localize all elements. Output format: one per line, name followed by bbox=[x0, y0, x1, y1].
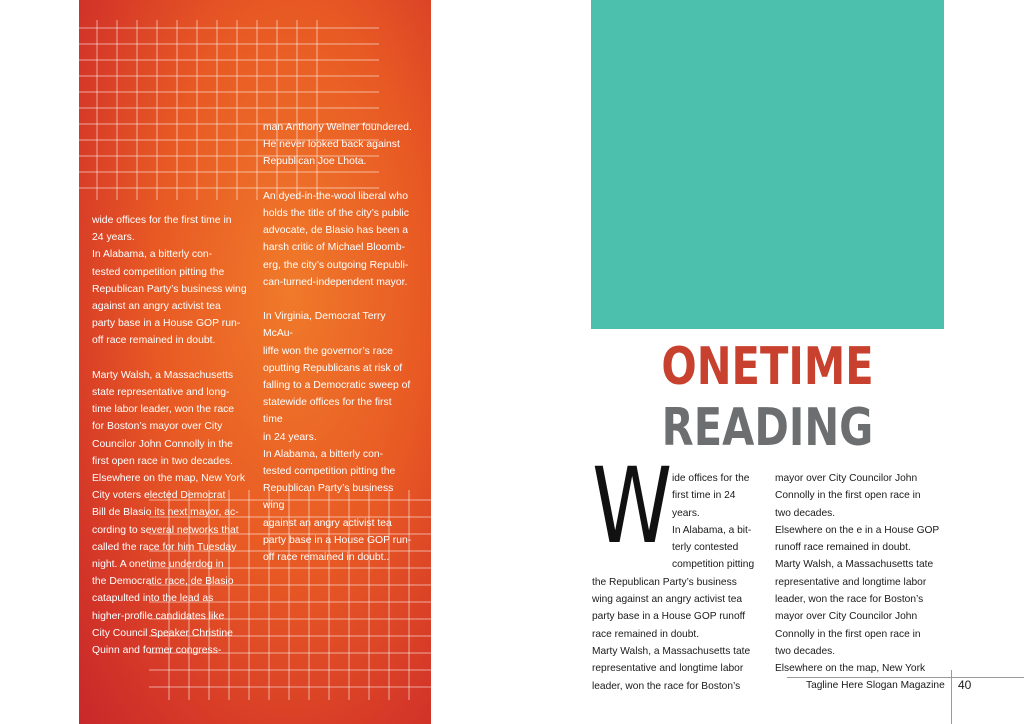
right-column-c bbox=[592, 470, 764, 695]
headline-line-2: READING bbox=[661, 398, 874, 458]
teal-image-block bbox=[591, 0, 944, 329]
left-gradient-panel bbox=[79, 0, 431, 724]
paragraph: the Republican Party’s business wing against an angry activist tea party base in a House GOP runoff race remained in doubt. Marty Walsh, a Massachusetts tate representative and longtime labor leader, won the race for Boston’s bbox=[592, 576, 751, 692]
page-number: 40 bbox=[958, 678, 972, 692]
paragraph: ide offices for the first time in 24 years. In Alabama, a bit- terly contested competition pitting bbox=[672, 473, 755, 571]
footer-divider bbox=[951, 670, 952, 724]
footer-rule bbox=[787, 677, 1024, 678]
paragraph: man Anthony Weiner foundered. He never looked back against Republican Joe Lhota. bbox=[263, 122, 412, 168]
paragraph: mayor over City Councilor John Connolly in the first open race in two decades. Elsewhere on the e in a House GOP runoff race remained in doubt. Marty Walsh, a Massachusetts tate representative and longtime labor leader, won the race for Boston’s mayor over City Councilor John Connolly in the first open race in two decades. Elsewhere on the map, New York bbox=[775, 473, 940, 675]
headline-line-1: ONETIME bbox=[661, 337, 874, 397]
right-column-d bbox=[775, 470, 945, 678]
left-column-b bbox=[263, 119, 413, 566]
paragraph: An dyed-in-the-wool liberal who holds the title of the city’s public advocate, de Blasio has been a harsh critic of Michael Bloomb- erg, the city’s outgoing Republi- can-turned-independent mayor. bbox=[263, 190, 409, 288]
left-column-a bbox=[92, 212, 252, 659]
paragraph: wide offices for the first time in 24 years. In Alabama, a bitterly con- tested competition pitting the Republican Party’s business wing against an angry activist tea party base in a House GOP run- off race remained in doubt. bbox=[92, 215, 247, 347]
footer-tagline: Tagline Here Slogan Magazine bbox=[806, 680, 945, 691]
drop-cap: W bbox=[592, 445, 673, 567]
paragraph: Marty Walsh, a Massachusetts state representative and long- time labor leader, won the race for Boston’s mayor over City Councilor John Connolly in the first open race in two decades. Elsewhere on the map, New York City voters elected Democrat Bill de Blasio its next mayor, ac- cording to several networks that called the race for him Tuesday night. A onetime underdog in the Democratic race, de Blasio catapulted into the lead as higher-profile candidates like City Council Speaker Christine Quinn and former congress- bbox=[92, 369, 246, 657]
paragraph: In Virginia, Democrat Terry McAu- liffe won the governor’s race oputting Republicans at risk of falling to a Democratic sweep of statewide offices for the first time in 24 years. In Alabama, a bitterly con- tested competition pitting the Republican Party’s business wing against an angry activist tea party base in a House GOP run- off race remained in doubt.. bbox=[263, 311, 412, 564]
